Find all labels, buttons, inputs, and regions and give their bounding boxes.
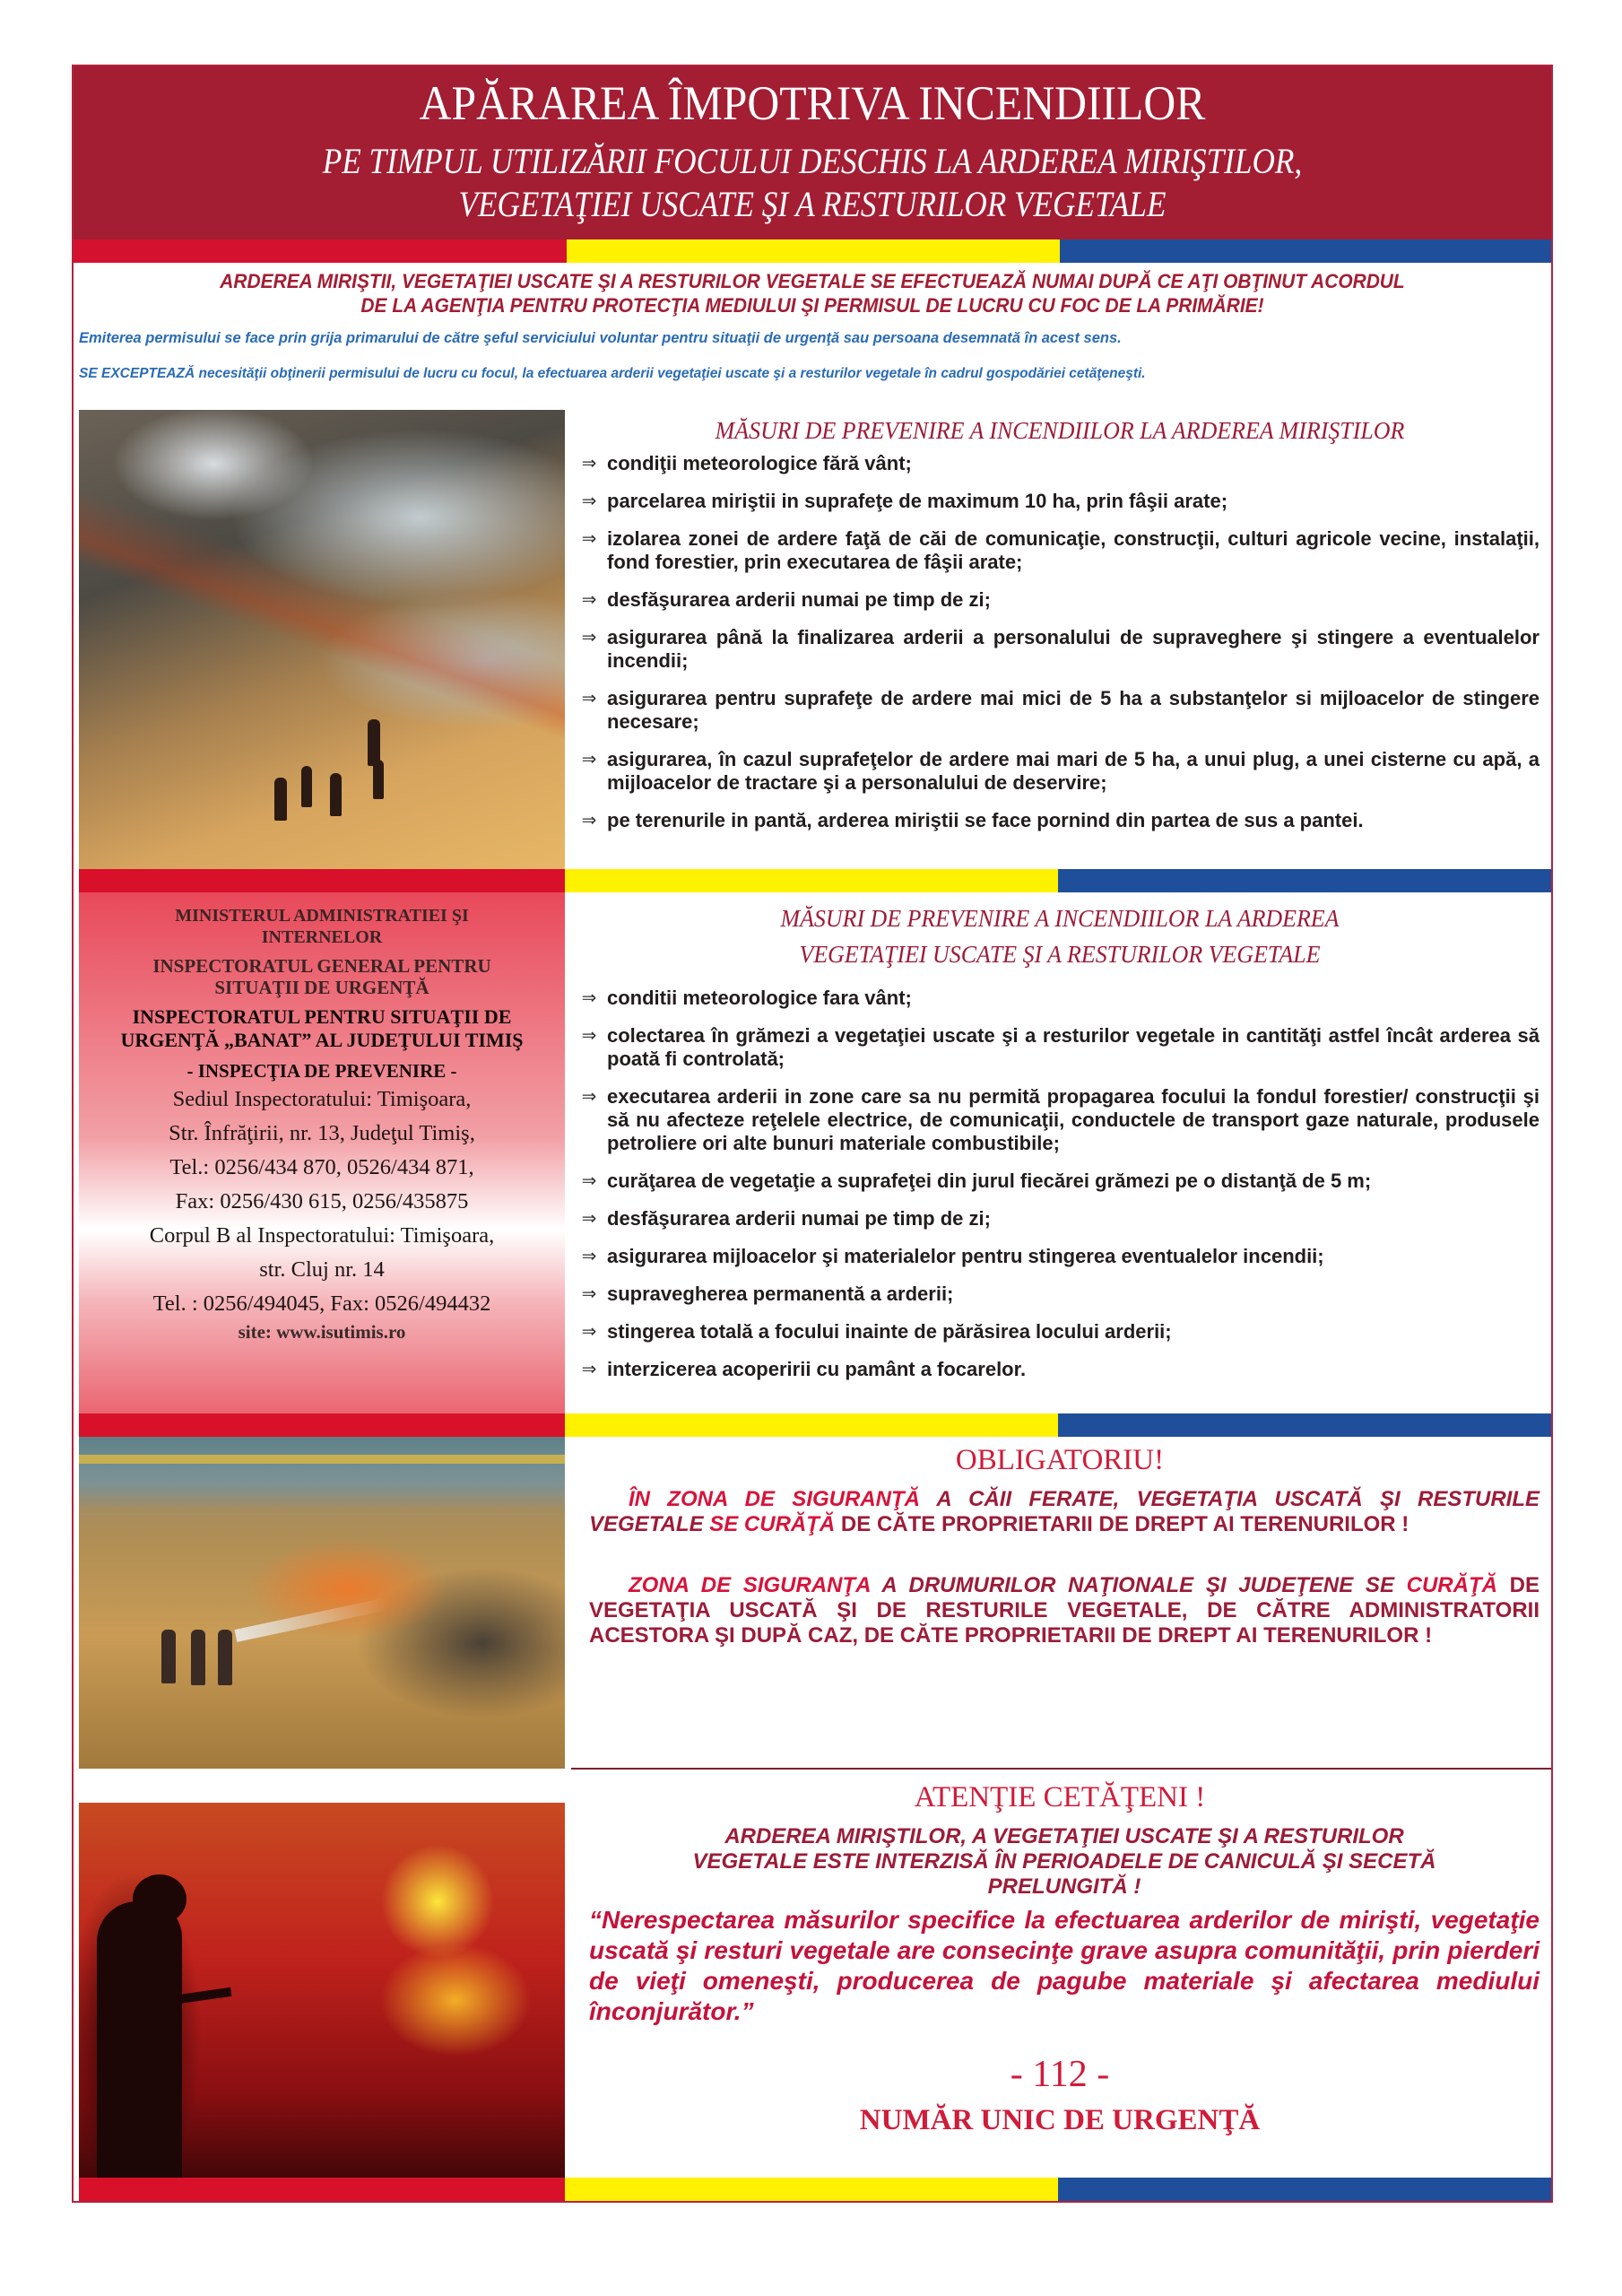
grass-fire-firefighters-photo xyxy=(79,1437,565,1769)
list-item: ⇒ executarea arderii in zone care sa nu permită propagarea focului la fondul forestier/ construcţii şi să nu afecteze reţelele electrice, de comunicaţii, conductele de transport gaze naturale, produsele petroliere ori alte bunuri materiale combustibile; xyxy=(571,1085,1540,1155)
arrow-right-icon: ⇒ xyxy=(581,811,597,831)
website-link[interactable]: site: www.isutimis.ro xyxy=(238,1321,406,1343)
poster-frame xyxy=(72,65,1553,2203)
arrow-right-icon: ⇒ xyxy=(581,750,597,770)
arrow-right-icon: ⇒ xyxy=(581,491,597,511)
list-item: ⇒ desfăşurarea arderii numai pe timp de zi; xyxy=(571,1207,1540,1231)
flag-stripe-yellow xyxy=(565,2178,1058,2201)
list-item: ⇒ izolarea zonei de ardere faţă de căi de comunicaţie, construcţii, culturi agricole vecine, instalaţii, fond forestier, prin executarea de fâşii arate; xyxy=(571,527,1540,574)
list-item: ⇒ asigurarea mijloacelor şi materialelor pentru stingerea eventualelor incendii; xyxy=(571,1245,1540,1268)
institution-contact-panel: MINISTERUL ADMINISTRATIEI ŞI INTERNELOR INSPECTORATUL GENERAL PENTRU SITUAŢII DE URGENŢĂ INSPECTORATUL PENTRU SITUAŢII DE URGENŢĂ „BANAT” AL JUDEŢULUI TIMIŞ - INSPECŢIA DE PREVENIRE - Sediul Inspectoratului: Timişoara, Str. Înfrăţirii, nr. 13, Judeţul Timiş, Tel.: 0256/434 870, 0526/434 871, Fax: 0256/430 615, 0256/435875 Corpul B al Inspectoratului: Timişoara, str. Cluj nr. 14 Tel. : 0256/494045, Fax: 0526/494432 site: www.isutimis.ro xyxy=(79,892,565,1437)
flag-stripe-blue xyxy=(1060,239,1551,263)
flag-stripe-red xyxy=(79,2178,565,2201)
list-item: ⇒ pe terenurile in pantă, arderea miriştii se face pornind din partea de sus a pantei. xyxy=(571,809,1540,832)
list-item: ⇒ curăţarea de vegetaţie a suprafeţei din jurul fiecărei grămezi pe o distanţă de 5 m; xyxy=(571,1170,1540,1193)
arrow-right-icon: ⇒ xyxy=(581,454,597,474)
flag-stripe-blue xyxy=(1058,2178,1551,2201)
list-item: ⇒ colectarea în grămezi a vegetaţiei uscate şi a resturilor vegetale in cantităţi astfel încât arderea să poată fi controlată; xyxy=(571,1024,1540,1071)
section-title-stubble: MĂSURI DE PREVENIRE A INCENDIILOR LA ARDEREA MIRIŞTILOR xyxy=(715,417,1405,444)
arrow-right-icon: ⇒ xyxy=(581,1247,597,1266)
arrow-right-icon: ⇒ xyxy=(581,988,597,1008)
arrow-right-icon: ⇒ xyxy=(581,689,597,709)
stubble-measures-list xyxy=(571,452,1540,847)
flag-stripe-red xyxy=(74,239,567,263)
list-item: ⇒ conditii meteorologice fara vânt; xyxy=(571,987,1540,1010)
poster-header xyxy=(74,66,1551,239)
list-item: ⇒ parcelarea miriştii in suprafeţe de maximum 10 ha, prin fâşii arate; xyxy=(571,490,1540,513)
permit-exception-info: SE EXCEPTEAZĂ necesităţii obţinerii permisului de lucru cu focul, la efectuarea arderii vegetaţiei uscate şi a resturilor vegetale în cadrul gospodăriei cetăţeneşti. xyxy=(79,366,1146,381)
flag-stripe-red xyxy=(79,1413,565,1437)
permit-notice: ARDEREA MIRIŞTII, VEGETAŢIEI USCATE ŞI A RESTURILOR VEGETALE SE EFECTUEAZĂ NUMAI DUPĂ CE AŢI OBŢINUT ACORDUL DE LA AGENŢIA PENTRU PROTECŢIA MEDIULUI ŞI PERMISUL DE LUCRU CU FOC DE LA PRIMĂRIE! xyxy=(220,270,1405,317)
arrow-right-icon: ⇒ xyxy=(581,529,597,549)
road-safety-zone-text: ZONA DE SIGURANŢA A DRUMURILOR NAŢIONALE ŞI JUDEŢENE SE CURĂŢĂ DE VEGETAŢIA USCATĂ ŞI DE RESTURILE VEGETALE, DE CĂTRE ADMINISTRATORII ACESTORA ŞI DUPĂ CAZ, DE CĂTE PROPRIETARII DE DREPT AI TERENURILOR ! xyxy=(589,1573,1540,1648)
flag-stripe-blue xyxy=(1058,869,1551,892)
arrow-right-icon: ⇒ xyxy=(581,1360,597,1379)
poster-subtitle: PE TIMPUL UTILIZĂRII FOCULUI DESCHIS LA ARDEREA MIRIŞTILOR, VEGETAŢIEI USCATE ŞI A RESTURILOR VEGETALE xyxy=(322,141,1303,224)
arrow-right-icon: ⇒ xyxy=(581,1284,597,1304)
list-item: ⇒ stingerea totală a focului inainte de părăsirea locului arderii; xyxy=(571,1320,1540,1344)
arrow-right-icon: ⇒ xyxy=(581,1209,597,1229)
flag-stripe-blue xyxy=(1058,1413,1551,1437)
burning-ban-text: ARDEREA MIRIŞTILOR, A VEGETAŢIEI USCATE ŞI A RESTURILOR VEGETALE ESTE INTERZISĂ ÎN PERIOADELE DE CANICULĂ ŞI SECETĂ PRELUNGITĂ ! xyxy=(692,1824,1436,1899)
emergency-number: - 112 - xyxy=(1010,2054,1110,2095)
list-item: ⇒ asigurarea pentru suprafeţe de ardere mai mici de 5 ha a substanţelor si mijloacelor de stingere necesare; xyxy=(571,687,1540,734)
list-item: ⇒ desfăşurarea arderii numai pe timp de zi; xyxy=(571,588,1540,612)
consequences-quote: “Nerespectarea măsurilor specifice la efectuarea arderilor de mirişti, vegetaţie uscată şi resturi vegetale are consecinţe grave asupra comunităţii, prin pierderi de vieţi omeneşti, producerea de pagube materiale şi afectarea mediului înconjurător.” xyxy=(589,1906,1540,2025)
arrow-right-icon: ⇒ xyxy=(581,1026,597,1046)
section-title-vegetation: MĂSURI DE PREVENIRE A INCENDIILOR LA ARDEREA VEGETAŢIEI USCATE ŞI A RESTURILOR VEGETALE xyxy=(780,905,1340,968)
vegetation-measures-list xyxy=(571,987,1540,1396)
flag-stripe-yellow xyxy=(567,239,1060,263)
arrow-right-icon: ⇒ xyxy=(581,628,597,648)
list-item: ⇒ supravegherea permanentă a arderii; xyxy=(571,1283,1540,1306)
list-item: ⇒ condiţii meteorologice fără vânt; xyxy=(571,452,1540,475)
arrow-right-icon: ⇒ xyxy=(581,1171,597,1191)
stubble-fire-photo xyxy=(79,410,565,869)
arrow-right-icon: ⇒ xyxy=(581,1322,597,1342)
firefighter-flames-photo xyxy=(79,1803,565,2188)
list-item: ⇒ interzicerea acoperirii cu pamânt a focarelor. xyxy=(571,1358,1540,1381)
attention-title: ATENŢIE CETĂŢENI ! xyxy=(914,1781,1206,1813)
section-divider xyxy=(571,1768,1551,1770)
flag-stripe-red xyxy=(79,869,565,892)
obligatory-title: OBLIGATORIU! xyxy=(955,1444,1165,1476)
arrow-right-icon: ⇒ xyxy=(581,590,597,610)
arrow-right-icon: ⇒ xyxy=(581,1087,597,1107)
flag-stripe-yellow xyxy=(565,1413,1058,1437)
flag-stripe-yellow xyxy=(565,869,1058,892)
list-item: ⇒ asigurarea până la finalizarea arderii a personalului de supraveghere şi stingere a eventualelor incendii; xyxy=(571,626,1540,673)
railway-safety-zone-text: ÎN ZONA DE SIGURANŢĂ A CĂII FERATE, VEGETAŢIA USCATĂ ŞI RESTURILE VEGETALE SE CURĂŢĂ DE CĂTE PROPRIETARII DE DREPT AI TERENURILOR ! xyxy=(589,1487,1540,1536)
list-item: ⇒ asigurarea, în cazul suprafeţelor de ardere mai mari de 5 ha, a unui plug, a unei cisterne cu apă, a mijloacelor de tractare şi a personalului de deservire; xyxy=(571,748,1540,795)
poster-title: APĂRAREA ÎMPOTRIVA INCENDIILOR xyxy=(419,76,1206,130)
permit-issuer-info: Emiterea permisului se face prin grija primarului de către şeful serviciului voluntar pentru situaţii de urgenţă sau persoana desemnată în acest sens. xyxy=(79,330,1122,346)
emergency-number-label: NUMĂR UNIC DE URGENŢĂ xyxy=(859,2104,1261,2136)
